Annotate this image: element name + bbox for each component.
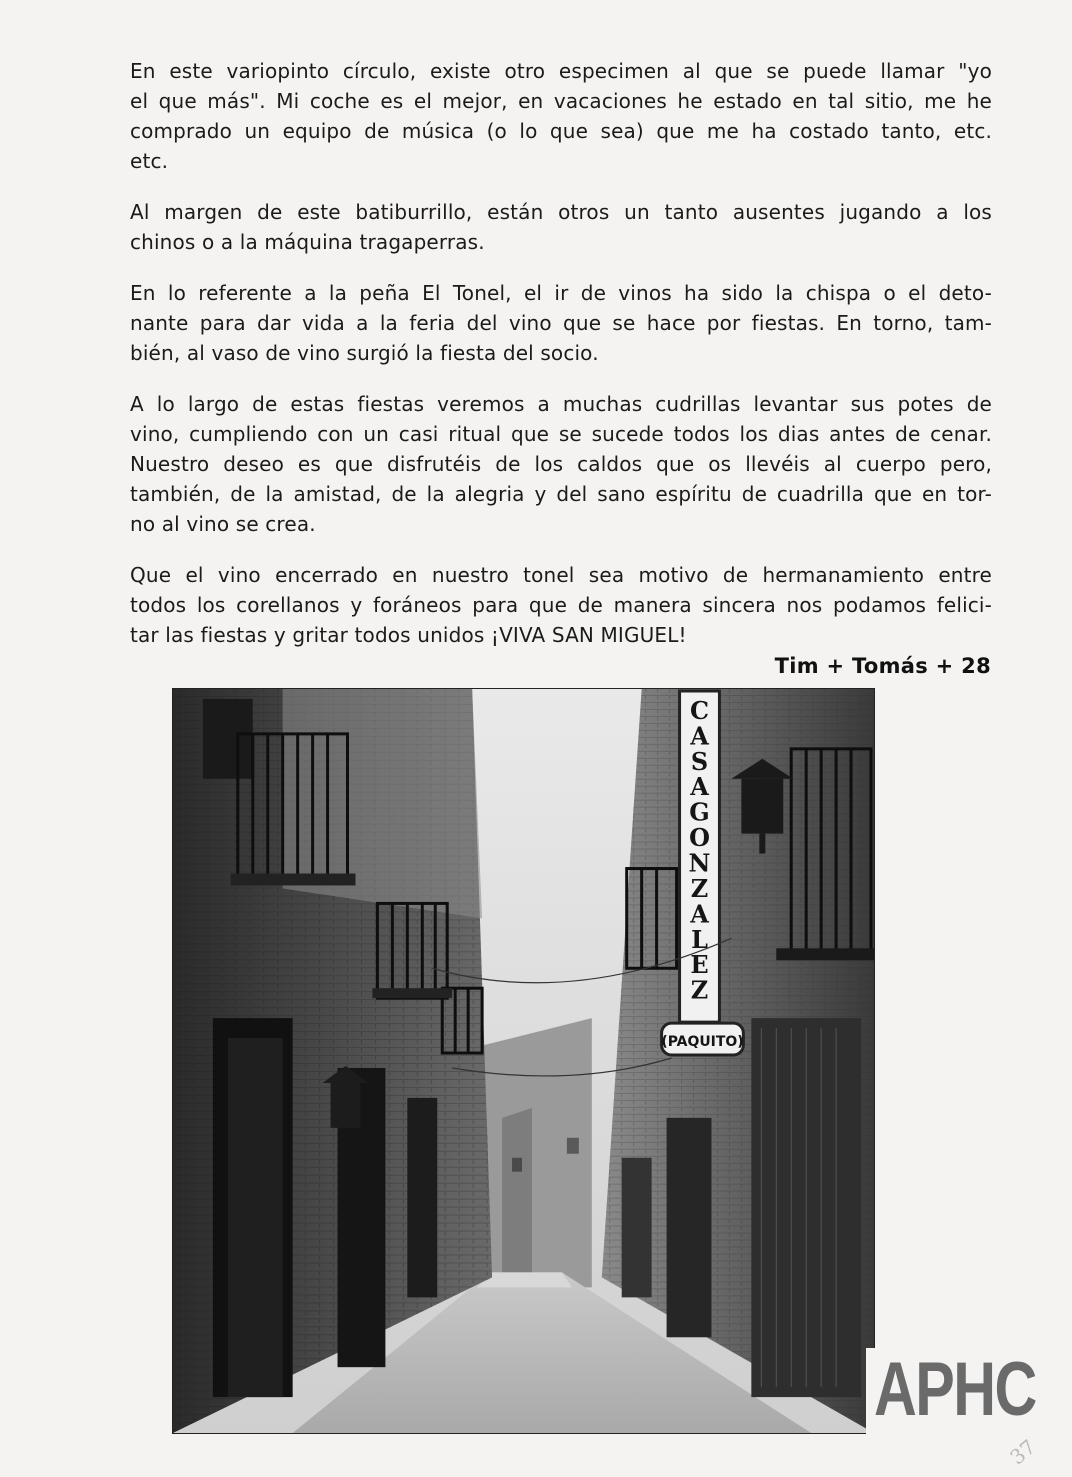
shop-sign-letter: A <box>690 900 709 929</box>
article-body <box>130 56 992 671</box>
shop-sign-subtitle: (PAQUITO) <box>661 1034 744 1051</box>
text-line: A lo largo de estas fiestas veremos a muchas cudrillas levantar sus potes de <box>130 392 992 416</box>
text-line: Al margen de este batiburrillo, están otros un tanto ausentes jugando a los <box>130 200 992 224</box>
aphc-watermark <box>866 1347 1036 1434</box>
author-signature: Tim + Tomás + 28 <box>774 654 991 678</box>
street-photo <box>172 688 875 1434</box>
text-line: vino, cumpliendo con un casi ritual que se sucede todos los dias antes de cenar. <box>130 422 992 446</box>
shop-sign-letter: A <box>690 773 709 802</box>
text-line: chinos o a la máquina tragaperras. <box>130 230 485 254</box>
text-line: Que el vino encerrado en nuestro tonel sea motivo de hermanamiento entre <box>130 563 992 587</box>
text-line: En lo referente a la peña El Tonel, el ir de vinos ha sido la chispa o el deto- <box>130 281 992 305</box>
text-line: tar las fiestas y gritar todos unidos ¡VIVA SAN MIGUEL! <box>130 623 687 647</box>
text-line: etc. <box>130 149 169 173</box>
text-line: el que más". Mi coche es el mejor, en vacaciones he estado en tal sitio, me he <box>130 89 992 113</box>
street-scene-illustration <box>173 689 874 1433</box>
shop-sign-letter: S <box>690 747 709 776</box>
shop-sign-letter: A <box>690 722 709 751</box>
watermark-text: APHC <box>874 1347 1036 1432</box>
text-line: nante para dar vida a la feria del vino que se hace por fiestas. En torno, tam- <box>130 311 992 335</box>
shop-sign-letter: E <box>690 951 709 980</box>
paragraph-1 <box>130 56 992 176</box>
shop-sign-letter: C <box>689 696 710 725</box>
paragraph-4 <box>130 389 992 539</box>
text-line: también, de la amistad, de la alegria y del sano espíritu de cuadrilla que en tor- <box>130 482 992 506</box>
paragraph-3 <box>130 278 992 368</box>
text-line: todos los corellanos y foráneos para que de manera sincera nos podamos felici- <box>130 593 992 617</box>
text-line: comprado un equipo de música (o lo que sea) que me ha costado tanto, etc. <box>130 119 992 143</box>
text-line: En este variopinto círculo, existe otro especimen al que se puede llamar "yo <box>130 59 992 83</box>
shop-sign-letter: N <box>688 849 711 878</box>
paragraph-5 <box>130 560 992 650</box>
shop-sign-letter: O <box>689 824 710 853</box>
shop-sign-letter: Z <box>690 874 709 903</box>
shop-sign-letter: L <box>691 925 708 954</box>
text-line: Nuestro deseo es que disfrutéis de los caldos que os llevéis al cuerpo pero, <box>130 452 992 476</box>
text-line: bién, al vaso de vino surgió la fiesta del socio. <box>130 341 599 365</box>
page-number-mark: 37 <box>1005 1434 1041 1470</box>
paragraph-2 <box>130 197 992 257</box>
shop-sign-letter: G <box>689 798 710 827</box>
shop-sign-letter: Z <box>690 976 709 1005</box>
text-line: no al vino se crea. <box>130 512 316 536</box>
